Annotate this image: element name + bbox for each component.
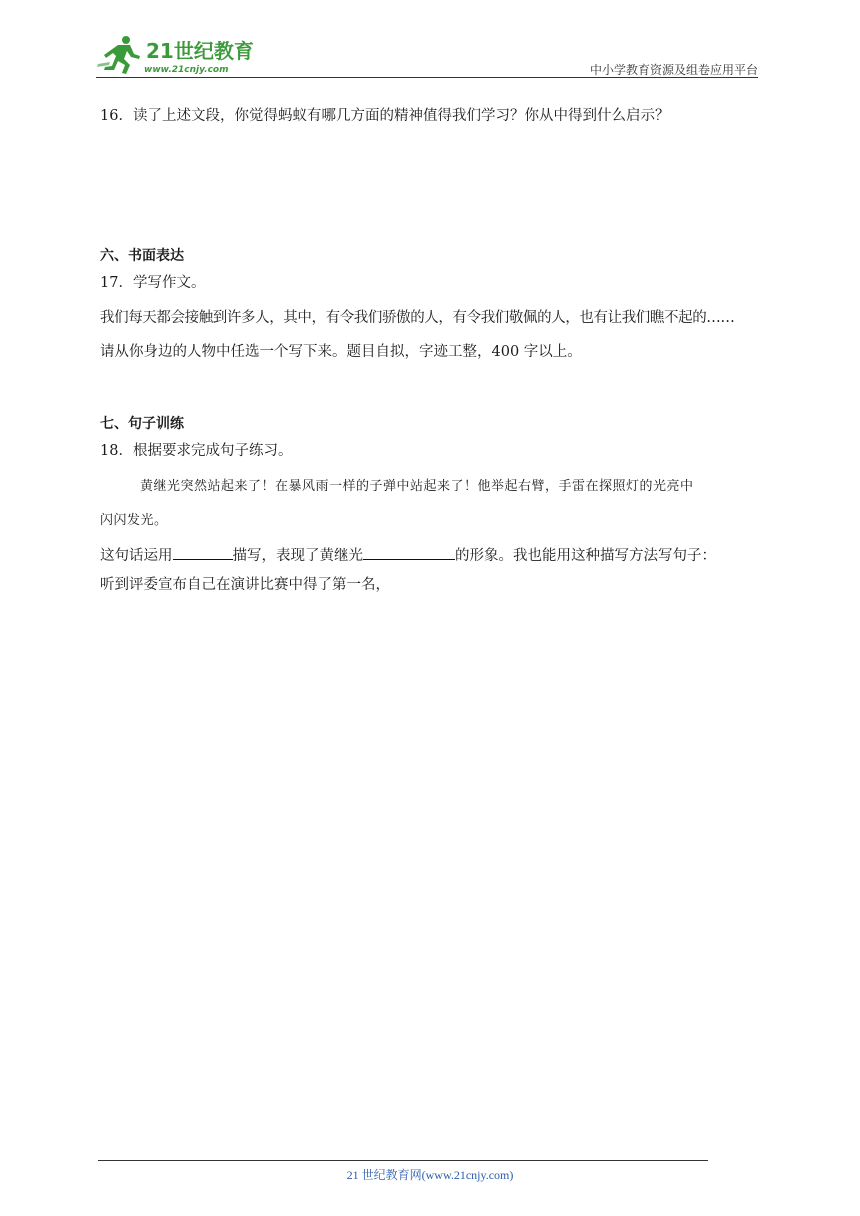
svg-text:21世纪教育: 21世纪教育 bbox=[146, 39, 254, 63]
platform-label: 中小学教育资源及组卷应用平台 bbox=[589, 63, 758, 77]
page-header bbox=[96, 34, 758, 78]
runner-icon bbox=[97, 36, 140, 74]
question-17-line-2: 请从你身边的人物中任选一个写下来。题目自拟，字迹工整，400 字以上。 bbox=[100, 344, 582, 360]
footer-divider bbox=[98, 1160, 708, 1161]
question-18-prompt: 听到评委宣布自己在演讲比赛中得了第一名， bbox=[100, 577, 390, 593]
quote-line-2: 闪闪发光。 bbox=[100, 513, 168, 528]
header-divider bbox=[96, 77, 758, 78]
quote-line-1: 黄继光突然站起来了！在暴风雨一样的子弹中站起来了！他举起右臂，手雷在探照灯的光亮中 bbox=[140, 479, 694, 494]
answer-blank-1[interactable] bbox=[173, 545, 233, 560]
question-18-fill-sentence bbox=[100, 545, 716, 566]
site-logo bbox=[96, 34, 256, 78]
fill-text-2: 描写，表现了黄继光 bbox=[232, 548, 363, 564]
question-17-line-1: 我们每天都会接触到许多人，其中，有令我们骄傲的人，有令我们敬佩的人，也有让我们瞧不起的…… bbox=[100, 310, 735, 326]
fill-text-1: 这句话运用 bbox=[100, 548, 173, 564]
question-17-title: 17．学写作文。 bbox=[100, 275, 206, 291]
svg-text:www.21cnjy.com: www.21cnjy.com bbox=[144, 65, 229, 75]
section-6-title: 六、书面表达 bbox=[100, 248, 184, 264]
question-16: 16．读了上述文段，你觉得蚂蚁有哪几方面的精神值得我们学习？你从中得到什么启示？ bbox=[100, 108, 670, 124]
fill-text-3: 的形象。我也能用这种描写方法写句子： bbox=[455, 548, 716, 564]
question-18-title: 18．根据要求完成句子练习。 bbox=[100, 443, 293, 459]
footer-text: 21 世纪教育网(www.21cnjy.com) bbox=[346, 1168, 514, 1182]
answer-blank-2[interactable] bbox=[363, 545, 455, 560]
section-7-title: 七、句子训练 bbox=[100, 416, 184, 432]
